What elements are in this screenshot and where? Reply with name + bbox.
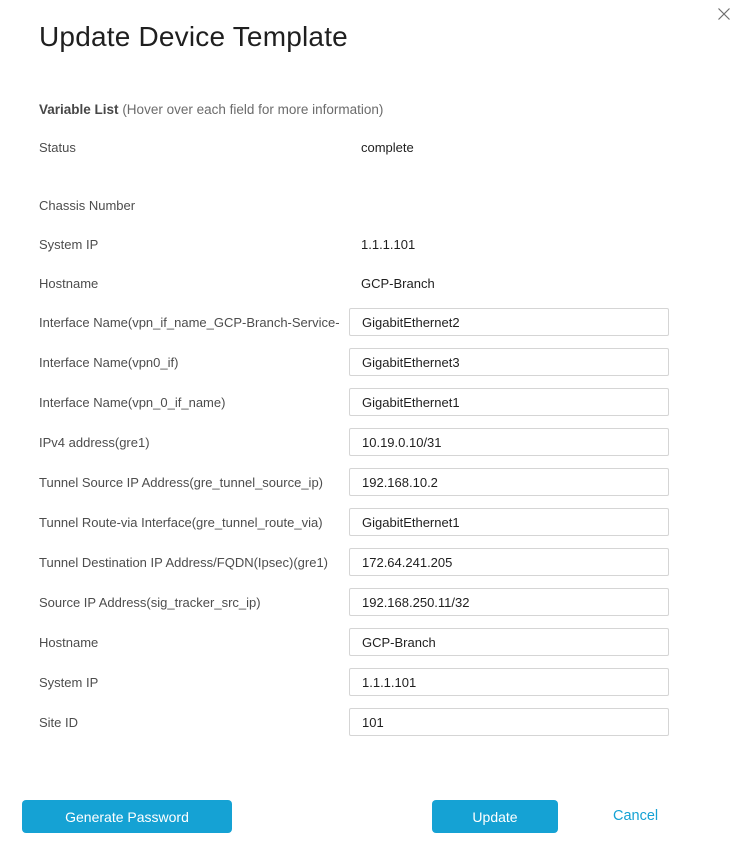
table-row	[39, 191, 671, 219]
variable-list-title: Variable List	[39, 102, 119, 117]
table-row	[39, 428, 671, 456]
sig-tracker-src-ip-input[interactable]	[349, 588, 669, 616]
interface-name-service-label: Interface Name(vpn_if_name_GCP-Branch-Service-	[39, 314, 340, 330]
hostname-value: GCP-Branch	[361, 275, 435, 291]
table-row	[39, 388, 671, 416]
hostname-label: Hostname	[39, 275, 99, 291]
sig-tracker-src-ip-label: Source IP Address(sig_tracker_src_ip)	[39, 594, 261, 610]
cancel-button[interactable]: Cancel	[613, 808, 659, 824]
table-row	[39, 548, 671, 576]
vpn-0-if-name-label: Interface Name(vpn_0_if_name)	[39, 394, 226, 410]
system-ip-field-label: System IP	[39, 674, 99, 690]
x-icon	[716, 6, 732, 22]
table-row	[39, 708, 671, 736]
gre-tunnel-source-ip-input[interactable]	[349, 468, 669, 496]
ipv4-gre1-label: IPv4 address(gre1)	[39, 434, 150, 450]
variable-list-header	[39, 101, 383, 118]
status-label: Status	[39, 139, 76, 155]
gre-tunnel-source-ip-label: Tunnel Source IP Address(gre_tunnel_source_ip)	[39, 474, 324, 490]
generate-password-button[interactable]: Generate Password	[22, 800, 232, 833]
close-icon[interactable]	[716, 5, 734, 23]
table-row	[39, 508, 671, 536]
table-row	[39, 269, 671, 297]
variable-list-hint: (Hover over each field for more information)	[122, 102, 384, 117]
gre-tunnel-route-via-label: Tunnel Route-via Interface(gre_tunnel_route_via)	[39, 514, 323, 530]
table-row	[39, 308, 671, 336]
ipv4-gre1-input[interactable]	[349, 428, 669, 456]
table-row	[39, 668, 671, 696]
system-ip-value: 1.1.1.101	[361, 236, 416, 252]
status-value: complete	[361, 139, 414, 155]
site-id-input[interactable]	[349, 708, 669, 736]
hostname-field-label: Hostname	[39, 634, 99, 650]
table-row	[39, 468, 671, 496]
vpn0-if-input[interactable]	[349, 348, 669, 376]
hostname-input[interactable]	[349, 628, 669, 656]
table-row	[39, 628, 671, 656]
system-ip-label: System IP	[39, 236, 99, 252]
update-button[interactable]: Update	[432, 800, 558, 833]
site-id-label: Site ID	[39, 714, 79, 730]
tunnel-destination-label: Tunnel Destination IP Address/FQDN(Ipsec)(gre1)	[39, 554, 329, 570]
system-ip-input[interactable]	[349, 668, 669, 696]
gre-tunnel-route-via-input[interactable]	[349, 508, 669, 536]
table-row	[39, 230, 671, 258]
vpn-0-if-name-input[interactable]	[349, 388, 669, 416]
interface-name-service-input[interactable]	[349, 308, 669, 336]
page-title: Update Device Template	[39, 21, 348, 52]
variable-rows	[39, 133, 671, 748]
table-row	[39, 348, 671, 376]
tunnel-destination-input[interactable]	[349, 548, 669, 576]
table-row	[39, 588, 671, 616]
table-row	[39, 133, 671, 161]
vpn0-if-label: Interface Name(vpn0_if)	[39, 354, 179, 370]
chassis-number-label: Chassis Number	[39, 197, 136, 213]
